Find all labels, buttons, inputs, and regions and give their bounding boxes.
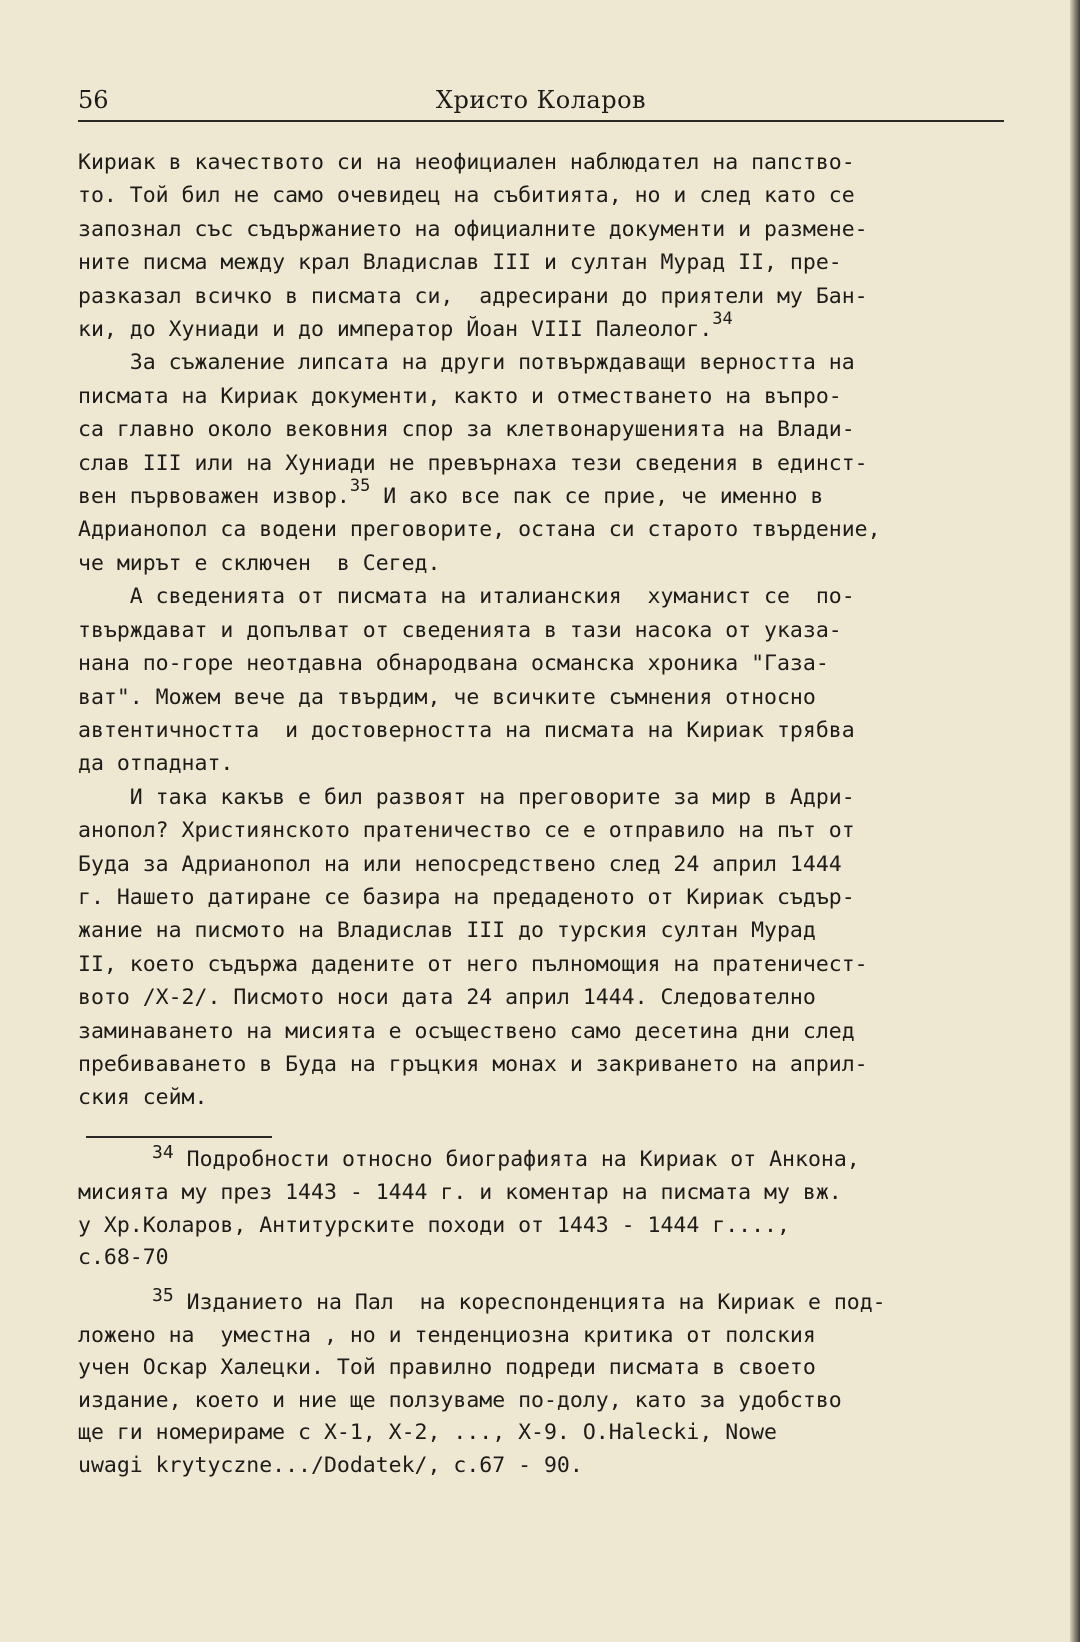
text-line: твърждават и допълват от сведенията в тази насока от указа-: [78, 617, 842, 643]
text-line: Кириак в качеството си на неофициален наблюдател на папство-: [78, 150, 855, 175]
footnote-number: 34: [152, 1142, 174, 1163]
footnote-divider: [86, 1136, 272, 1138]
text-line: II, което съдържа дадените от него пълномощия на пратеничест-: [78, 951, 868, 977]
text-segment: И ако все пак се прие, че именно в: [370, 484, 824, 510]
footnote-line: uwagi krytyczne.../Dodatek/, c.67 - 90.: [78, 1452, 583, 1478]
text-line: слав III или на Хуниади не превърнаха тези сведения в единст-: [78, 450, 868, 476]
text-segment: Изданието на Пал на кореспонденцията на Кириак е под-: [173, 1289, 886, 1315]
text-line: то. Той бил не само очевидец на събитията, но и след като се: [78, 183, 855, 209]
footnote-line: издание, което и ние ще ползуваме по-долу, като за удобство: [78, 1387, 842, 1413]
text-segment: Подробности относно биографията на Кириак от Анкона,: [173, 1147, 860, 1172]
text-line: нана по-горе неотдавна обнародвана османска хроника "Газа-: [78, 651, 829, 677]
text-line: вото /X-2/. Писмото носи дата 24 април 1444. Следователно: [78, 985, 816, 1011]
footnote-35: [78, 1284, 1010, 1482]
text-line: И така какъв е бил развоят на преговорите за мир в Адри-: [78, 784, 855, 810]
footnote-line: учен Оскар Халецки. Той правилно подреди писмата в своето: [78, 1355, 816, 1381]
text-line: запознал със съдържанието на официалните документи и размене-: [78, 216, 868, 242]
text-line: [78, 476, 1010, 513]
text-line: ват". Можем вече да твърдим, че всичките съмнения относно: [78, 684, 816, 710]
footnote-line: ложено на уместна , но и тенденциозна критика от полския: [78, 1323, 816, 1349]
text-line: Адрианопол са водени преговорите, остана си старото твърдение,: [78, 517, 881, 543]
footnote-line: ще ги номерираме с X-1, X-2, ..., X-9. O.Halecki, Nowe: [78, 1420, 777, 1446]
main-text: [78, 146, 1010, 1115]
footnote-ref-34[interactable]: 34: [712, 309, 733, 330]
running-title: Христо Коларов: [435, 86, 647, 114]
footnote-number: 35: [152, 1284, 174, 1306]
footnote-line: мисията му през 1443 - 1444 г. и коментар на писмата му вж.: [78, 1180, 842, 1206]
page-number: 56: [78, 86, 109, 114]
text-line: [78, 309, 1010, 346]
text-line: анопол? Християнското пратеничество се е отправило на път от: [78, 818, 855, 844]
text-segment: вен първоважен извор.: [78, 484, 350, 510]
text-line: разказал всичко в писмата си, адресирани до приятели му Бан-: [78, 283, 868, 309]
text-line: ския сейм.: [78, 1085, 208, 1111]
footnote-line: с.68-70: [78, 1245, 169, 1271]
footnote-first-line: [78, 1144, 1010, 1177]
running-header: [78, 84, 1004, 122]
text-line: ните писма между крал Владислав III и султан Мурад II, пре-: [78, 250, 842, 276]
text-line: За съжаление липсата на други потвърждаващи верността на: [78, 350, 855, 376]
footnote-first-line: [78, 1284, 1010, 1320]
text-line: заминаването на мисията е осъществено само десетина дни след: [78, 1018, 855, 1044]
text-line: жание на писмото на Владислав III до турския султан Мурад: [78, 918, 816, 944]
text-line: г. Нашето датиране се базира на предаденото от Кириак съдър-: [78, 884, 855, 910]
text-segment: ки, до Хуниади и до император Йоан VIII Палеолог.: [78, 317, 713, 343]
text-line: Буда за Адрианопол на или непосредствено след 24 април 1444: [78, 851, 842, 877]
footnote-34: [78, 1144, 1010, 1275]
text-line: че мирът е сключен в Сегед.: [78, 550, 441, 576]
page-edge-shadow: [1070, 0, 1080, 1642]
footnote-ref-35[interactable]: 35: [349, 476, 371, 497]
footnotes: [78, 1144, 1010, 1494]
footnote-line: у Хр.Коларов, Антитурските походи от 1443 - 1444 г....,: [78, 1212, 790, 1238]
text-line: да отпаднат.: [78, 751, 234, 777]
text-line: А сведенията от писмата на италианския хуманист се по-: [78, 584, 855, 610]
text-line: пребиваването в Буда на гръцкия монах и закриването на април-: [78, 1051, 868, 1077]
text-line: автентичността и достоверността на писмата на Кириак трябва: [78, 717, 855, 743]
text-line: писмата на Кириак документи, както и отместването на въпро-: [78, 383, 842, 409]
text-line: са главно около вековния спор за клетвонарушенията на Влади-: [78, 417, 855, 443]
